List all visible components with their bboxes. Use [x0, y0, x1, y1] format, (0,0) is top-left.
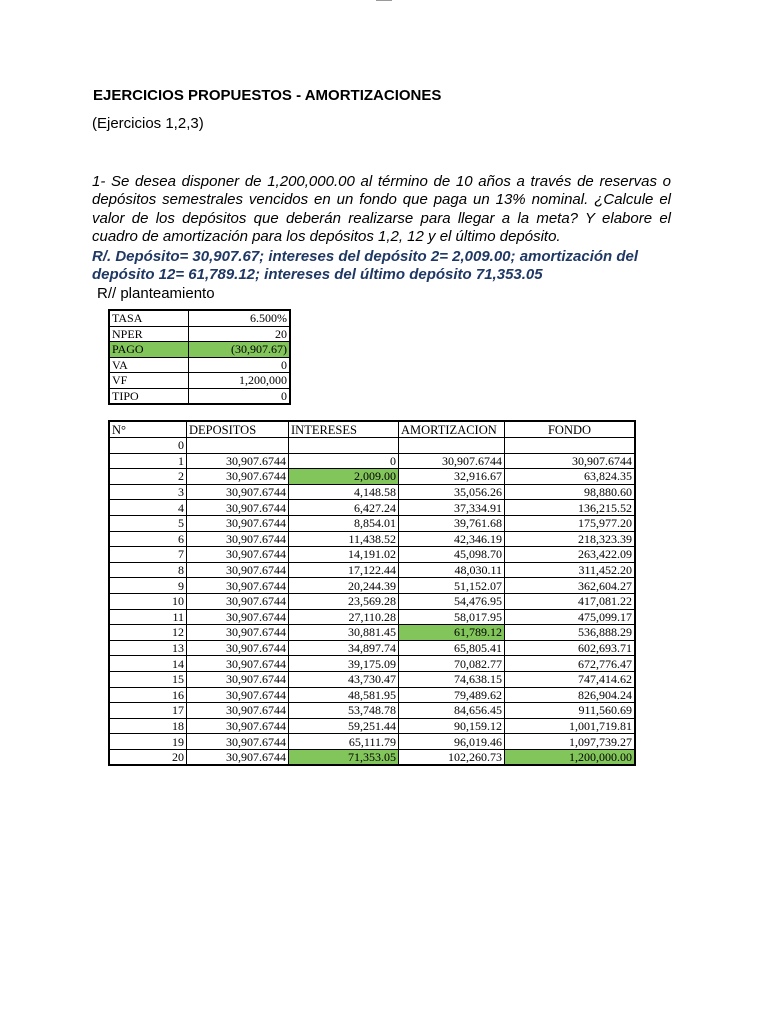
param-value: 0	[189, 388, 291, 404]
table-row	[109, 625, 635, 641]
param-value: 20	[189, 326, 291, 342]
param-label: PAGO	[109, 342, 189, 358]
table-row	[109, 469, 635, 485]
header-fondo: FONDO	[505, 421, 636, 438]
deposito-value: 30,907.6744	[187, 547, 289, 563]
interes-value: 2,009.00	[289, 469, 399, 485]
row-number: 0	[109, 438, 187, 454]
table-row	[109, 640, 635, 656]
row-number: 13	[109, 640, 187, 656]
amortizacion-value: 65,805.41	[399, 640, 505, 656]
fondo-value: 536,888.29	[505, 625, 636, 641]
interes-value: 0	[289, 453, 399, 469]
fondo-value	[505, 438, 636, 454]
interes-value: 14,191.02	[289, 547, 399, 563]
header-intereses: INTERESES	[289, 421, 399, 438]
fondo-value: 218,323.39	[505, 531, 636, 547]
interes-value: 27,110.28	[289, 609, 399, 625]
param-value: 1,200,000	[189, 373, 291, 389]
table-row	[109, 500, 635, 516]
amortizacion-value: 54,476.95	[399, 593, 505, 609]
param-value: 0	[189, 357, 291, 373]
answer-text: R/. Depósito= 30,907.67; intereses del depósito 2= 2,009.00; amortización del depósito 12= 61,789.12; intereses del último depósito 71,353.05	[92, 248, 639, 284]
row-number: 17	[109, 703, 187, 719]
deposito-value: 30,907.6744	[187, 469, 289, 485]
interes-value: 20,244.39	[289, 578, 399, 594]
document-subtitle: (Ejercicios 1,2,3)	[92, 115, 204, 132]
amortizacion-value: 42,346.19	[399, 531, 505, 547]
row-number: 18	[109, 718, 187, 734]
table-header-row	[109, 421, 635, 438]
interes-value: 23,569.28	[289, 593, 399, 609]
table-row	[109, 578, 635, 594]
param-row-va	[109, 357, 290, 373]
table-row	[109, 531, 635, 547]
deposito-value	[187, 438, 289, 454]
fondo-value: 175,977.20	[505, 515, 636, 531]
param-label: NPER	[109, 326, 189, 342]
deposito-value: 30,907.6744	[187, 531, 289, 547]
amortizacion-value: 45,098.70	[399, 547, 505, 563]
param-row-tasa	[109, 310, 290, 326]
deposito-value: 30,907.6744	[187, 640, 289, 656]
interes-value: 59,251.44	[289, 718, 399, 734]
param-value: (30,907.67)	[189, 342, 291, 358]
fondo-value: 417,081.22	[505, 593, 636, 609]
fondo-value: 1,200,000.00	[505, 749, 636, 765]
row-number: 19	[109, 734, 187, 750]
table-row	[109, 438, 635, 454]
row-number: 10	[109, 593, 187, 609]
amortizacion-value: 35,056.26	[399, 484, 505, 500]
param-row-nper	[109, 326, 290, 342]
row-number: 16	[109, 687, 187, 703]
table-row	[109, 671, 635, 687]
interes-value: 30,881.45	[289, 625, 399, 641]
table-row	[109, 718, 635, 734]
fondo-value: 98,880.60	[505, 484, 636, 500]
table-row	[109, 562, 635, 578]
interes-value: 11,438.52	[289, 531, 399, 547]
deposito-value: 30,907.6744	[187, 500, 289, 516]
fondo-value: 1,001,719.81	[505, 718, 636, 734]
param-row-vf	[109, 373, 290, 389]
fondo-value: 911,560.69	[505, 703, 636, 719]
deposito-value: 30,907.6744	[187, 484, 289, 500]
amortizacion-value: 96,019.46	[399, 734, 505, 750]
fondo-value: 63,824.35	[505, 469, 636, 485]
row-number: 12	[109, 625, 187, 641]
interes-value: 48,581.95	[289, 687, 399, 703]
interes-value: 6,427.24	[289, 500, 399, 516]
header-amortizacion: AMORTIZACION	[399, 421, 505, 438]
amortizacion-value	[399, 438, 505, 454]
row-number: 9	[109, 578, 187, 594]
page-top-mark	[376, 0, 392, 1]
amortizacion-value: 32,916.67	[399, 469, 505, 485]
interes-value: 71,353.05	[289, 749, 399, 765]
amortizacion-value: 30,907.6744	[399, 453, 505, 469]
fondo-value: 475,099.17	[505, 609, 636, 625]
planteamiento-label: R// planteamiento	[97, 285, 215, 302]
row-number: 1	[109, 453, 187, 469]
param-row-tipo	[109, 388, 290, 404]
table-row	[109, 703, 635, 719]
fondo-value: 30,907.6744	[505, 453, 636, 469]
table-row	[109, 484, 635, 500]
amortizacion-value: 37,334.91	[399, 500, 505, 516]
amortizacion-value: 61,789.12	[399, 625, 505, 641]
deposito-value: 30,907.6744	[187, 749, 289, 765]
deposito-value: 30,907.6744	[187, 718, 289, 734]
row-number: 2	[109, 469, 187, 485]
table-row	[109, 515, 635, 531]
table-row	[109, 453, 635, 469]
fondo-value: 672,776.47	[505, 656, 636, 672]
fondo-value: 136,215.52	[505, 500, 636, 516]
fondo-value: 602,693.71	[505, 640, 636, 656]
param-label: VF	[109, 373, 189, 389]
table-row	[109, 687, 635, 703]
interes-value	[289, 438, 399, 454]
row-number: 3	[109, 484, 187, 500]
header-number: N°	[109, 421, 187, 438]
deposito-value: 30,907.6744	[187, 562, 289, 578]
deposito-value: 30,907.6744	[187, 593, 289, 609]
table-row	[109, 734, 635, 750]
fondo-value: 826,904.24	[505, 687, 636, 703]
interes-value: 65,111.79	[289, 734, 399, 750]
interes-value: 43,730.47	[289, 671, 399, 687]
deposito-value: 30,907.6744	[187, 578, 289, 594]
interes-value: 4,148.58	[289, 484, 399, 500]
param-label: TASA	[109, 310, 189, 326]
amortizacion-value: 90,159.12	[399, 718, 505, 734]
param-value: 6.500%	[189, 310, 291, 326]
param-label: VA	[109, 357, 189, 373]
interes-value: 17,122.44	[289, 562, 399, 578]
amortizacion-value: 102,260.73	[399, 749, 505, 765]
row-number: 15	[109, 671, 187, 687]
deposito-value: 30,907.6744	[187, 515, 289, 531]
param-row-pago	[109, 342, 290, 358]
row-number: 5	[109, 515, 187, 531]
problem-statement: 1- Se desea disponer de 1,200,000.00 al término de 10 años a través de reservas o depósitos semestrales vencidos en un fondo que paga un 13% nominal. ¿Calcule el valor de los depósitos que deberán realizarse para llegar a la meta? Y elabore el cuadro de amortización para los depósitos 1,2, 12 y el último depósito.	[92, 173, 671, 246]
row-number: 20	[109, 749, 187, 765]
row-number: 6	[109, 531, 187, 547]
amortizacion-value: 39,761.68	[399, 515, 505, 531]
parameters-table	[108, 309, 291, 405]
header-depositos: DEPOSITOS	[187, 421, 289, 438]
row-number: 8	[109, 562, 187, 578]
amortizacion-value: 58,017.95	[399, 609, 505, 625]
fondo-value: 1,097,739.27	[505, 734, 636, 750]
fondo-value: 311,452.20	[505, 562, 636, 578]
amortizacion-value: 70,082.77	[399, 656, 505, 672]
amortizacion-value: 79,489.62	[399, 687, 505, 703]
row-number: 7	[109, 547, 187, 563]
table-row	[109, 609, 635, 625]
table-row	[109, 547, 635, 563]
interes-value: 39,175.09	[289, 656, 399, 672]
amortization-table	[108, 420, 636, 766]
fondo-value: 362,604.27	[505, 578, 636, 594]
param-label: TIPO	[109, 388, 189, 404]
amortizacion-value: 84,656.45	[399, 703, 505, 719]
row-number: 11	[109, 609, 187, 625]
fondo-value: 263,422.09	[505, 547, 636, 563]
row-number: 14	[109, 656, 187, 672]
deposito-value: 30,907.6744	[187, 703, 289, 719]
fondo-value: 747,414.62	[505, 671, 636, 687]
amortizacion-value: 51,152.07	[399, 578, 505, 594]
deposito-value: 30,907.6744	[187, 656, 289, 672]
interes-value: 8,854.01	[289, 515, 399, 531]
deposito-value: 30,907.6744	[187, 671, 289, 687]
deposito-value: 30,907.6744	[187, 609, 289, 625]
deposito-value: 30,907.6744	[187, 453, 289, 469]
deposito-value: 30,907.6744	[187, 687, 289, 703]
deposito-value: 30,907.6744	[187, 625, 289, 641]
interes-value: 34,897.74	[289, 640, 399, 656]
amortizacion-value: 74,638.15	[399, 671, 505, 687]
table-row	[109, 593, 635, 609]
table-row	[109, 656, 635, 672]
table-row	[109, 749, 635, 765]
document-title: EJERCICIOS PROPUESTOS - AMORTIZACIONES	[93, 87, 442, 104]
deposito-value: 30,907.6744	[187, 734, 289, 750]
amortizacion-value: 48,030.11	[399, 562, 505, 578]
row-number: 4	[109, 500, 187, 516]
interes-value: 53,748.78	[289, 703, 399, 719]
